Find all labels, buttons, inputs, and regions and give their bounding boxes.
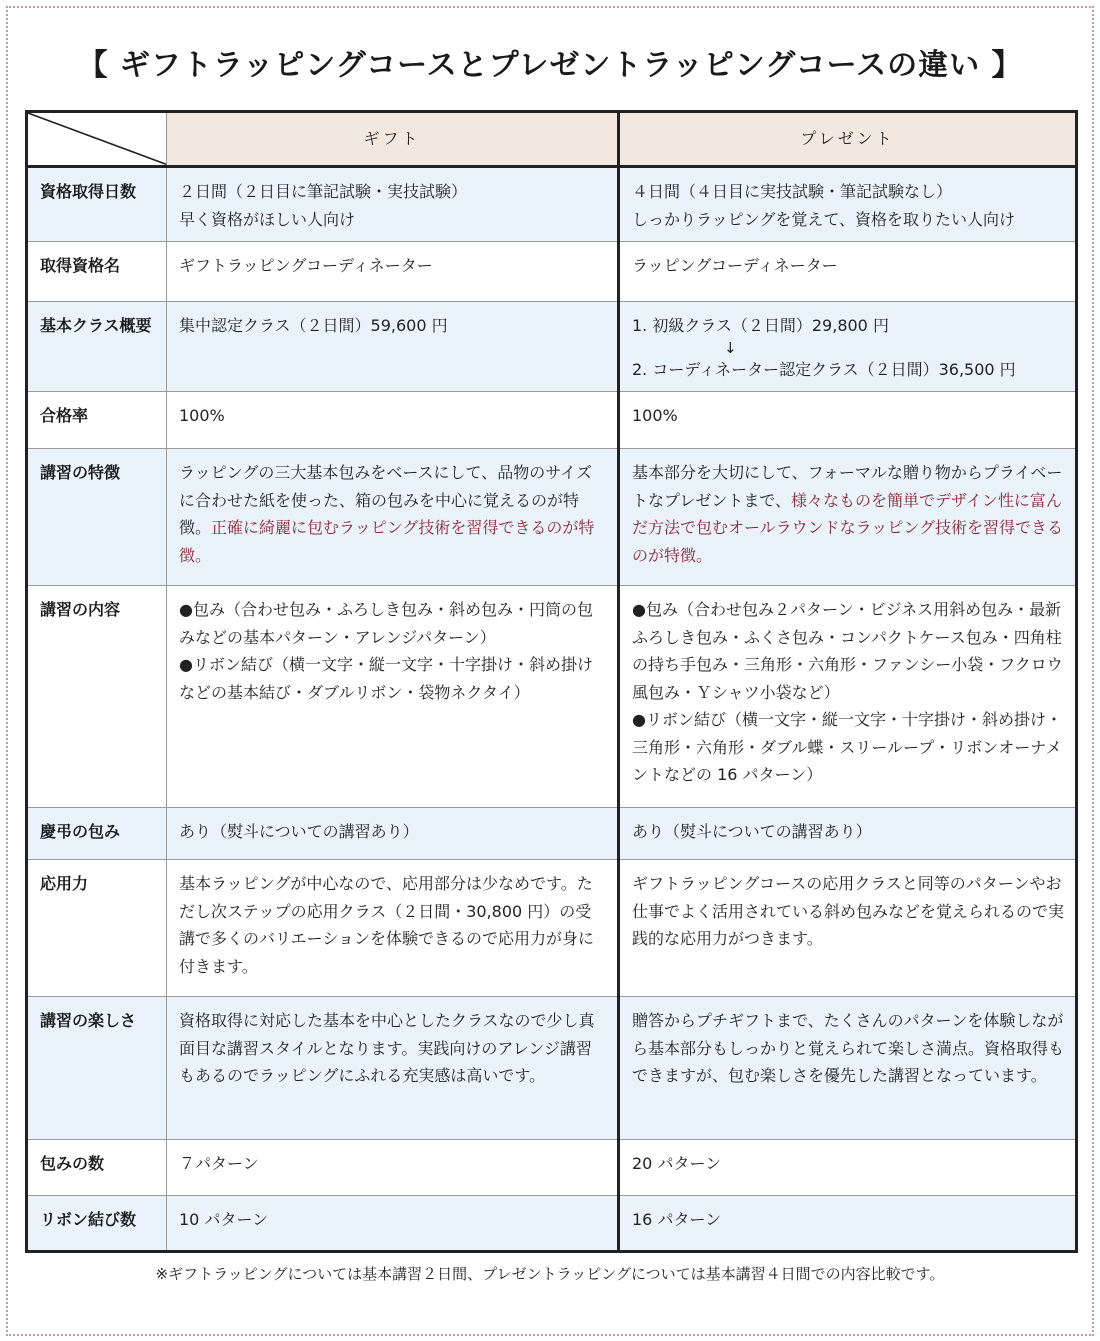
present-cell: 16 パターン: [619, 1196, 1077, 1252]
row-label: 資格取得日数: [27, 167, 167, 242]
column-header-gift: ギフト: [167, 112, 619, 167]
comparison-table: [25, 110, 1078, 1253]
row-label: 講習の楽しさ: [27, 997, 167, 1140]
down-arrow-icon: ↓: [724, 338, 737, 357]
gift-cell: [167, 449, 619, 586]
cell-paragraph: ●リボン結び（横一文字・縦一文字・十字掛け・斜め掛けなどの基本結び・ダブルリボン・袋物ネクタイ）: [179, 655, 593, 702]
table-row: [27, 242, 1077, 302]
cell-line: しっかりラッピングを覚えて、資格を取りたい人向け: [632, 209, 1016, 229]
row-label: 講習の内容: [27, 586, 167, 808]
gift-cell: [167, 586, 619, 808]
present-cell: [619, 302, 1077, 392]
table-row: [27, 1140, 1077, 1196]
cell-line: 早く資格がほしい人向け: [179, 209, 356, 229]
row-label: 合格率: [27, 392, 167, 449]
column-header-present: プレゼント: [619, 112, 1077, 167]
row-label: リボン結び数: [27, 1196, 167, 1252]
present-cell: [619, 167, 1077, 242]
gift-cell: 集中認定クラス（２日間）59,600 円: [167, 302, 619, 392]
table-row: [27, 808, 1077, 860]
cell-line: 2. コーディネーター認定クラス（２日間）36,500 円: [632, 359, 1016, 379]
corner-cell: [27, 112, 167, 167]
cell-text: 基本部分を大切にして、フォーマルな贈り物からプライベートなプレゼントまで、: [632, 463, 1063, 510]
gift-cell: 資格取得に対応した基本を中心としたクラスなので少し真面目な講習スタイルとなります。実践向けのアレンジ講習もあるのでラッピングにふれる充実感は高いです。: [167, 997, 619, 1140]
table-row: [27, 997, 1077, 1140]
gift-cell: 基本ラッピングが中心なので、応用部分は少なめです。ただし次ステップの応用クラス（２日間・30,800 円）の受講で多くのバリエーションを体験できるので応用力が身に付きます。: [167, 860, 619, 997]
present-cell: [619, 449, 1077, 586]
emphasis-text: 正確に綺麗に包むラッピング技術を習得できるのが特徴。: [179, 518, 595, 565]
table-row: [27, 1196, 1077, 1252]
cell-text: ラッピングの三大基本包みをベースにして、品物のサイズに合わせた紙を使った、箱の包みを中心に覚えるのが特徴。: [179, 463, 592, 537]
cell-line: 1. 初級クラス（２日間）29,800 円: [632, 316, 889, 335]
table-row: [27, 302, 1077, 392]
cell-paragraph: ●リボン結び（横一文字・縦一文字・十字掛け・斜め掛け・三角形・六角形・ダブル蝶・スリーループ・リボンオーナメントなどの 16 パターン）: [632, 710, 1062, 784]
cell-paragraph: ●包み（合わせ包み２パターン・ビジネス用斜め包み・最新ふろしき包み・ふくさ包み・コンパクトケース包み・四角柱の持ち手包み・三角形・六角形・ファンシー小袋・フクロウ風包み・Ｙシャツ小袋など）: [632, 600, 1063, 702]
row-label: 慶弔の包み: [27, 808, 167, 860]
page-title: 【 ギフトラッピングコースとプレゼントラッピングコースの違い 】: [77, 48, 1023, 83]
table-row: [27, 586, 1077, 808]
present-cell: [619, 586, 1077, 808]
cell-line: ２日間（２日目に筆記試験・実技試験）: [179, 182, 468, 201]
gift-cell: [167, 167, 619, 242]
gift-cell: ギフトラッピングコーディネーター: [167, 242, 619, 302]
table-row: [27, 392, 1077, 449]
row-label: 講習の特徴: [27, 449, 167, 586]
row-label: 包みの数: [27, 1140, 167, 1196]
table-row: [27, 860, 1077, 997]
cell-line: ４日間（４日目に実技試験・筆記試験なし）: [632, 182, 953, 201]
present-cell: ラッピングコーディネーター: [619, 242, 1077, 302]
present-cell: 贈答からプチギフトまで、たくさんのパターンを体験しながら基本部分もしっかりと覚えられて楽しさ満点。資格取得もできますが、包む楽しさを優先した講習となっています。: [619, 997, 1077, 1140]
table-row: [27, 167, 1077, 242]
cell-paragraph: ●包み（合わせ包み・ふろしき包み・斜め包み・円筒の包みなどの基本パターン・アレンジパターン）: [179, 600, 593, 647]
footnote: ※ギフトラッピングについては基本講習２日間、プレゼントラッピングについては基本講習４日間での内容比較です。: [155, 1265, 945, 1283]
diagonal-line-icon: [28, 113, 167, 165]
row-label: 基本クラス概要: [27, 302, 167, 392]
present-cell: あり（熨斗についての講習あり）: [619, 808, 1077, 860]
row-label: 取得資格名: [27, 242, 167, 302]
gift-cell: ７パターン: [167, 1140, 619, 1196]
gift-cell: あり（熨斗についての講習あり）: [167, 808, 619, 860]
table-row: [27, 449, 1077, 586]
present-cell: ギフトラッピングコースの応用クラスと同等のパターンやお仕事でよく活用されている斜め包みなどを覚えられるので実践的な応用力がつきます。: [619, 860, 1077, 997]
present-cell: 20 パターン: [619, 1140, 1077, 1196]
gift-cell: 10 パターン: [167, 1196, 619, 1252]
emphasis-text: 様々なものを簡単でデザイン性に富んだ方法で包むオールラウンドなラッピング技術を習得できるのが特徴。: [632, 490, 1064, 565]
gift-cell: 100%: [167, 392, 619, 449]
present-cell: 100%: [619, 392, 1077, 449]
row-label: 応用力: [27, 860, 167, 997]
